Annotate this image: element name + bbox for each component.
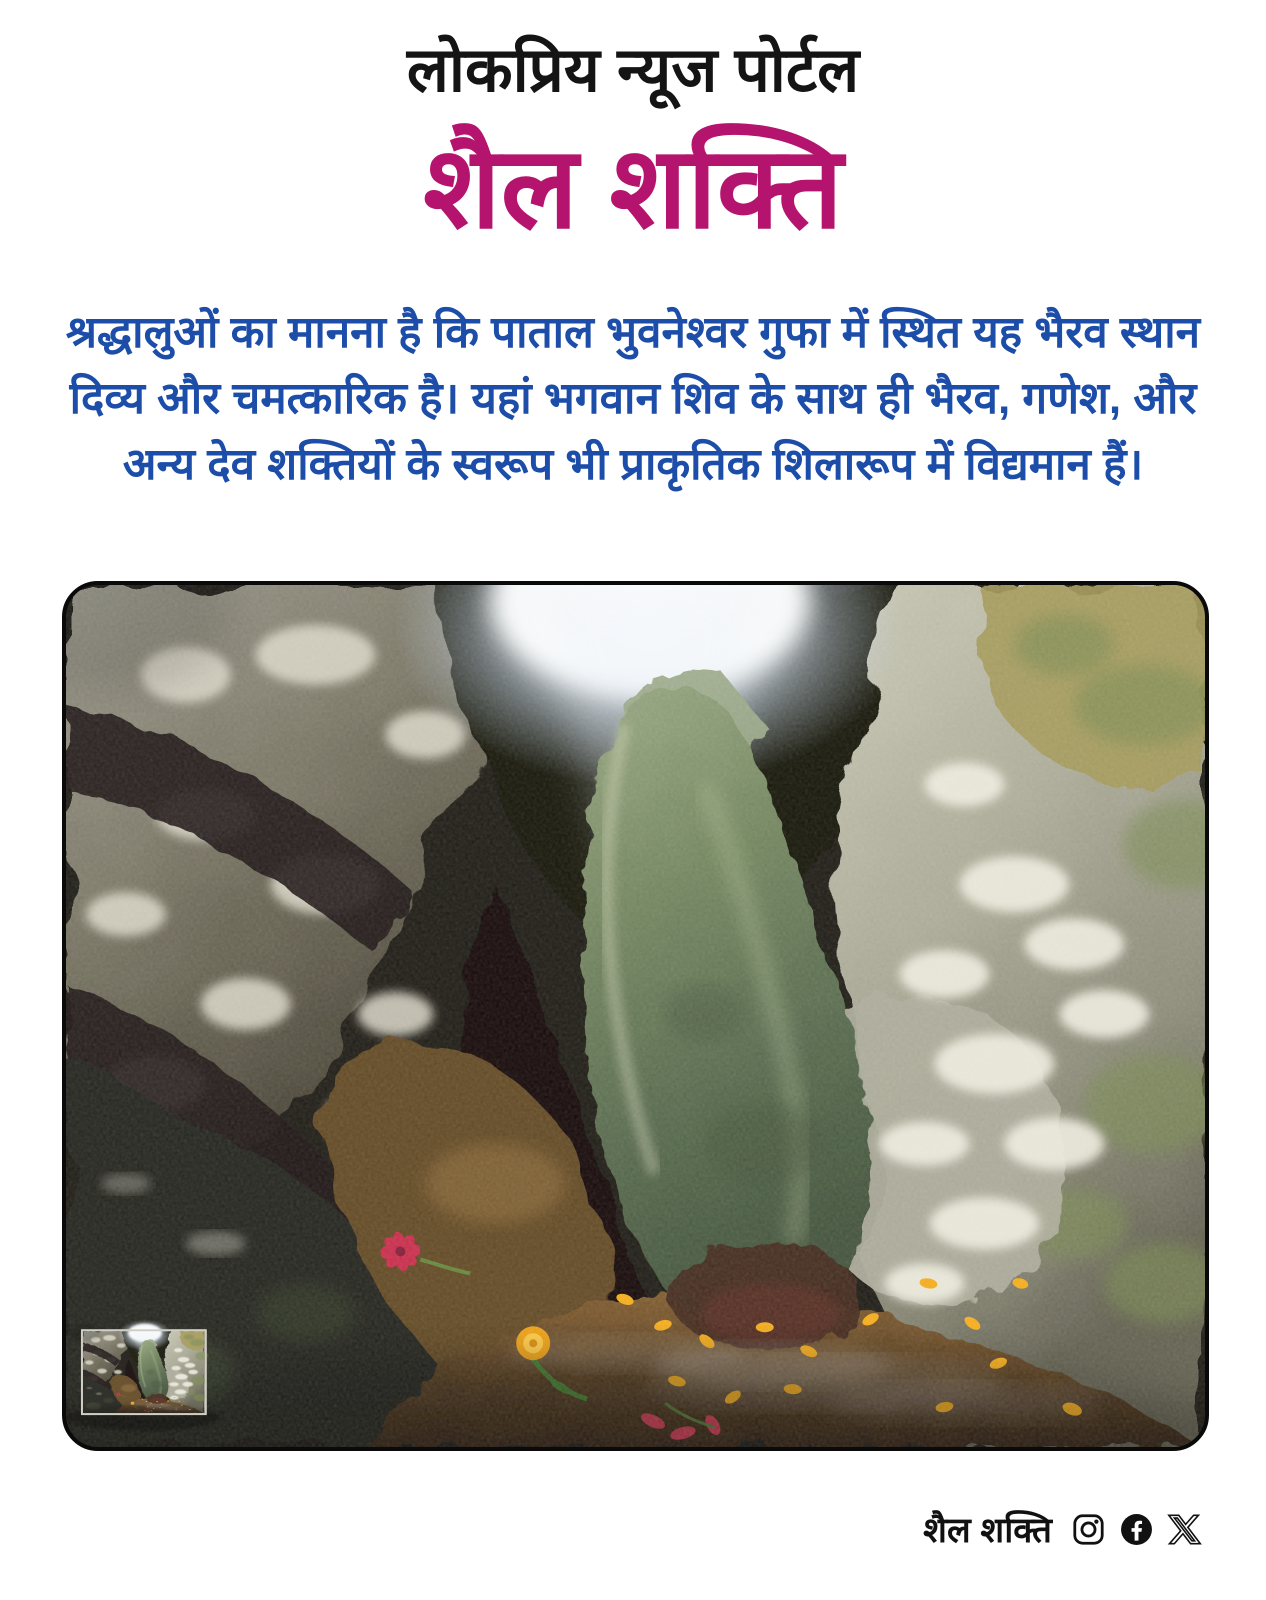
instagram-icon — [1071, 1512, 1106, 1547]
cave-photo-illustration — [66, 585, 1205, 1447]
footer-social-bar — [923, 1506, 1202, 1553]
footer-brand: शैल शक्ति — [923, 1511, 1052, 1550]
article-line: श्रद्धालुओं का मानना है कि पाताल भुवनेश्वर गुफा में स्थित यह भैरव स्थान — [65, 308, 1201, 357]
article-line: अन्य देव शक्तियों के स्वरूप भी प्राकृतिक शिलारूप में विद्यमान हैं। — [122, 440, 1144, 489]
facebook-icon — [1119, 1512, 1154, 1547]
portal-kicker: लोकप्रिय न्यूज पोर्टल — [406, 36, 860, 105]
cave-scene — [66, 585, 1205, 1447]
article-paragraph — [0, 300, 1266, 498]
cave-photo — [62, 581, 1209, 1451]
page-title: शैल शक्ति — [423, 125, 843, 252]
x-icon — [1167, 1512, 1202, 1547]
article-line: दिव्य और चमत्कारिक है। यहां भगवान शिव के साथ ही भैरव, गणेश, और — [69, 374, 1197, 423]
inset-thumbnail — [67, 1315, 220, 1431]
